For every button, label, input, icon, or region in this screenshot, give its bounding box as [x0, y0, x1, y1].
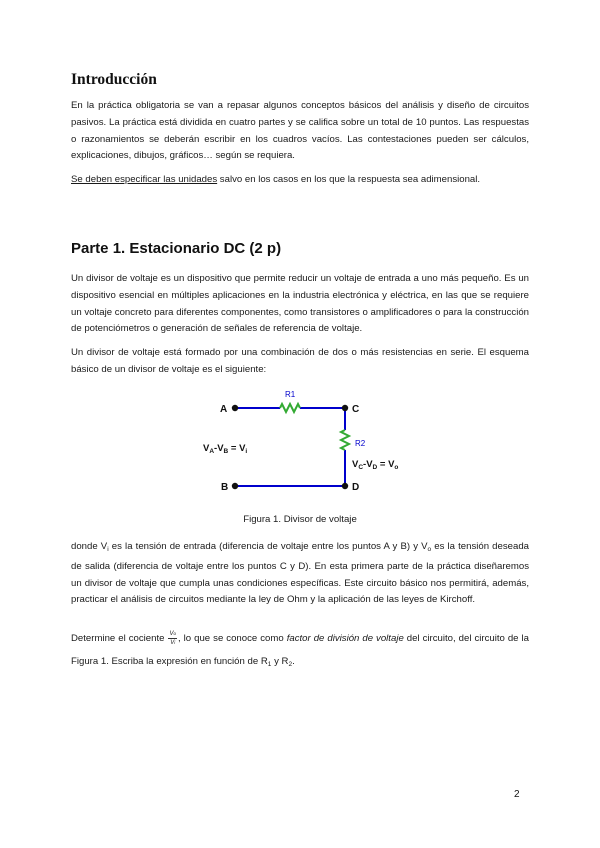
- input-voltage-eq: $V_A-V_B = V_i$: [203, 443, 248, 455]
- intro-title: Introducción: [71, 71, 157, 88]
- node-b-label: B: [221, 482, 229, 493]
- part1-paragraph-2: Un divisor de voltaje está formado por una combinación de dos o más resistencias en serie. El esquema básico de un divisor de voltaje es el siguiente:: [71, 347, 529, 375]
- r1-label: R1: [285, 390, 296, 399]
- node-d-label: D: [352, 482, 360, 493]
- resistor-r2: [341, 430, 349, 450]
- node-c-dot: [342, 405, 348, 411]
- page-number: 2: [514, 789, 520, 800]
- node-c-label: C: [352, 404, 360, 415]
- part1-title: Parte 1. Estacionario DC (2 p): [71, 240, 282, 257]
- intro-paragraph: En la práctica obligatoria se van a repasar algunos conceptos básicos del análisis y diseño de circuitos pasivos. La práctica está dividida en cuatro partes y se califica sobre un total de 10 puntos. Las respuestas o razonamientos se deberán escribir en los cuadros vacíos. Las contestaciones pueden ser cálculos, explicaciones, dibujos, gráficos… según se requiera.: [71, 100, 529, 162]
- node-b-dot: [232, 483, 238, 489]
- part1-paragraph-1: Un divisor de voltaje es un dispositivo que permite reducir un voltaje de entrada a uno más pequeño. Es un dispositivo esencial en múltiples aplicaciones en la industria electrónica y eléctrica, en las que se requiere un voltaje concreto para diferentes componentes, como transistores o amplificadores o para la construcción de potenciómetros o generación de señales de referencia de voltaje.: [71, 273, 529, 335]
- part1-question: Determine el cociente $\frac{Vo}{Vi}$ , lo que se conoce como factor de división de voltaje del circuito, del circuito de la Figura 1. Escriba la expresión en función de $R_1$ y $R_2$.: [71, 630, 529, 668]
- resistor-r1: [280, 404, 300, 412]
- units-note-underlined: Se deben especificar las unidades: [71, 174, 218, 185]
- node-a-label: A: [220, 404, 228, 415]
- output-voltage-eq: $V_C-V_D = V_o$: [352, 459, 399, 471]
- figure-caption: Figura 1. Divisor de voltaje: [243, 514, 357, 525]
- voltage-ratio-fraction: $\frac{Vo}{Vi}$: [169, 630, 176, 646]
- part1-paragraph-3: donde $V_i$ es la tensión de entrada (diferencia de voltaje entre los puntos A y B) y $V_o$ es la tensión deseada de salida (diferencia de voltaje entre los puntos C y D). En esta primera parte de la práctica diseñaremos un divisor de voltaje que cumpla unas condiciones específicas. Este circuito básico nos permitirá, además, practicar el análisis de circuitos mediante la ley de Ohm y la aplicación de las leyes de Kirchoff.: [71, 541, 529, 606]
- node-a-dot: [232, 405, 238, 411]
- units-note-rest: salvo en los casos en los que la respuesta sea adimensional.: [217, 174, 481, 185]
- node-d-dot: [342, 483, 348, 489]
- r2-label: R2: [355, 439, 366, 448]
- units-note: [71, 172, 529, 189]
- voltage-divider-diagram: [0, 380, 600, 500]
